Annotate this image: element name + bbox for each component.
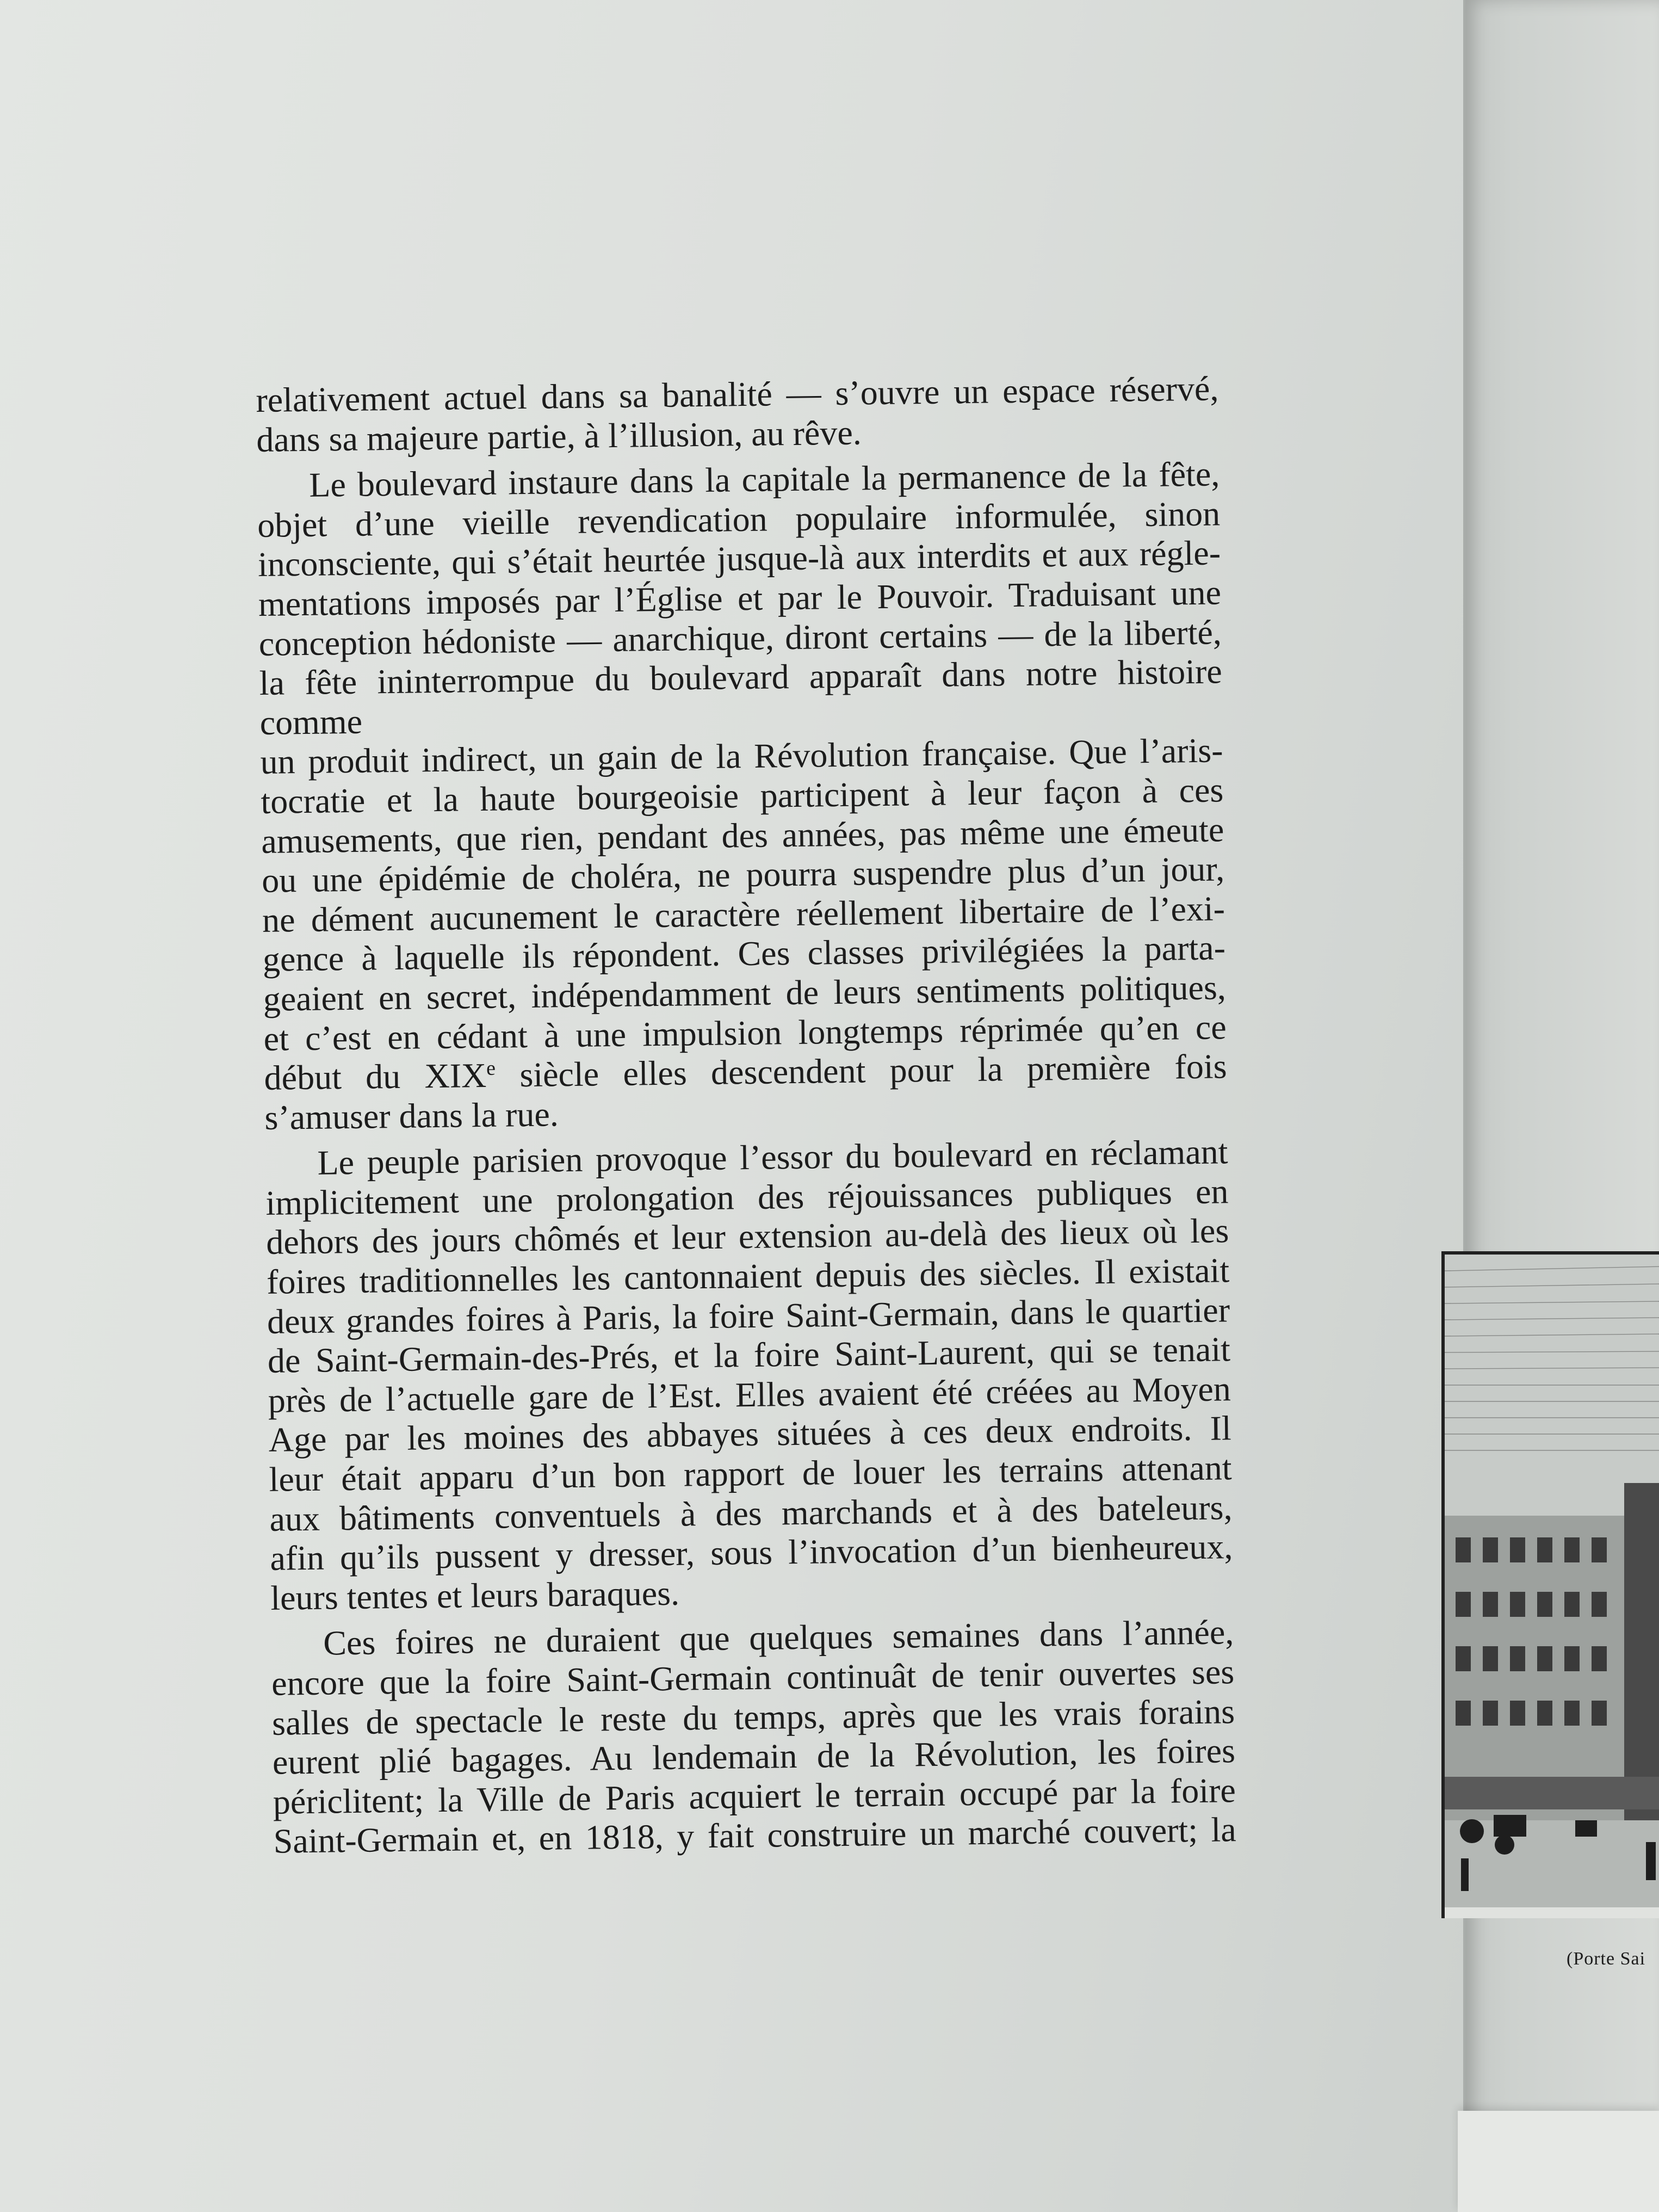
engraving-illustration [1441, 1251, 1659, 1918]
text-line: Age par les moines des abbayes situées à ces deux endroits. Il [268, 1408, 1232, 1460]
text-line: un produit indirect, un gain de la Révolution française. Que l’aris- [260, 731, 1223, 782]
caption-paren: ( [1567, 1949, 1574, 1969]
text-line: ne dément aucunement le caractère réellement libertaire de l’exi- [262, 889, 1225, 940]
text-line: objet d’une vieille revendication populaire informulée, sinon [257, 494, 1221, 545]
text-line: Le peuple parisien provoque l’essor du boulevard en réclamant [317, 1132, 1228, 1182]
text-line: de Saint-Germain-des-Prés, et la foire Saint-Laurent, qui se tenait [267, 1330, 1231, 1381]
text-line: implicitement une prolongation des réjouissances publiques en [265, 1172, 1229, 1222]
text-line: salles de spectacle le reste du temps, après que les vrais forains [271, 1691, 1235, 1743]
text-line: encore que la foire Saint-Germain continuât de tenir ouvertes ses [271, 1652, 1235, 1703]
text-line: Le boulevard instaure dans la capitale la permanence de la fête, [308, 454, 1220, 504]
text-line: foires traditionnelles les cantonnaient depuis des siècles. Il existait [266, 1251, 1230, 1301]
text-line: deux grandes foires à Paris, la foire Saint-Germain, dans le quartier [267, 1290, 1230, 1341]
body-text [256, 369, 1236, 1861]
text-line: la fête ininterrompue du boulevard apparaît dans notre histoire comme [259, 652, 1223, 742]
text-line: près de l’actuelle gare de l’Est. Elles avaient été créées au Moyen [268, 1369, 1231, 1420]
text-line: Saint-Germain et, en 1818, y fait construire un marché couvert; la [273, 1810, 1237, 1861]
text-line: leur était apparu d’un bon rapport de louer les terrains attenant [269, 1448, 1232, 1499]
text-line: et c’est en cédant à une impulsion longtemps réprimée qu’en ce [263, 1007, 1227, 1058]
text-line: afin qu’ils pussent y dresser, sous l’invocation d’un bienheureux, [270, 1527, 1233, 1578]
engraving-drawing [1445, 1255, 1659, 1918]
text-line: conception hédoniste — anarchique, diront certains — de la liberté, [258, 612, 1222, 663]
text-line: leurs tentes et leurs baraques. [270, 1573, 680, 1617]
text-line: inconsciente, qui s’était heurtée jusque-là aux interdits et aux régle- [257, 533, 1221, 584]
text-line: relativement actuel dans sa banalité — s’ouvre un espace réservé, [256, 369, 1219, 419]
text-line: s’amuser dans la rue. [264, 1094, 559, 1137]
text-line: début du XIXe siècle elles descendent pour la première fois [264, 1047, 1227, 1097]
text-line: périclitent; la Ville de Paris acquiert le terrain occupé par la foire [273, 1770, 1236, 1821]
text-line: gence à laquelle ils répondent. Ces classes privilégiées la parta- [262, 928, 1226, 979]
text-line: eurent plié bagages. Au lendemain de la Révolution, les foires [272, 1731, 1236, 1782]
text-line: dans sa majeure partie, à l’illusion, au rêve. [256, 412, 862, 459]
text-line: amusements, que rien, pendant des années, pas même une émeute [261, 810, 1224, 861]
page-stack-edge [1458, 2111, 1659, 2212]
text-line: mentations imposés par l’Église et par le Pouvoir. Traduisant une [258, 573, 1222, 623]
engraving-caption [1567, 1949, 1659, 1981]
text-line: dehors des jours chômés et leur extension au-delà des lieux où les [265, 1211, 1229, 1262]
text-line: aux bâtiments conventuels à des marchands et à des bateleurs, [269, 1487, 1233, 1538]
text-line: geaient en secret, indépendamment de leurs sentiments politiques, [263, 968, 1227, 1018]
text-line: tocratie et la haute bourgeoisie participent à leur façon à ces [261, 770, 1224, 821]
text-line: Ces foires ne duraient que quelques semaines dans l’année, [323, 1612, 1234, 1663]
caption-text: Porte Sai [1573, 1949, 1646, 1969]
text-line: ou une épidémie de choléra, ne pourra suspendre plus d’un jour, [261, 849, 1225, 900]
